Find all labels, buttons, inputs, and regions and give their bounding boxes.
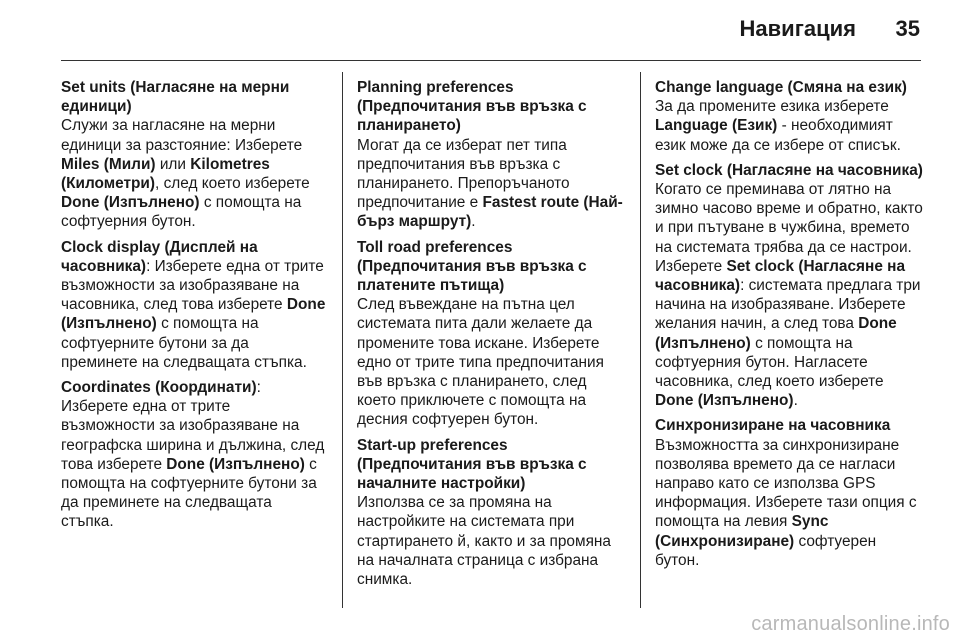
body-text: с помощта на софтуерните бутони за да преминете на следващата стъпка.: [61, 315, 307, 371]
section: [61, 378, 327, 532]
page-header: [0, 0, 960, 60]
emphasis-text: Done (Изпълнено): [166, 455, 305, 473]
emphasis-text: Done (Изпълнено): [655, 392, 794, 410]
section: [357, 238, 623, 430]
body-text: За да промените езика изберете: [655, 98, 889, 116]
body-text: Служи за нагласяне на мерни единици за разстояние: Изберете: [61, 117, 303, 154]
emphasis-text: Kilometres (Километри): [61, 155, 270, 193]
section: [655, 78, 923, 155]
column-divider: [640, 72, 641, 608]
emphasis-text: Set clock (Нагласяне на часовника): [655, 257, 906, 295]
column-1: [61, 78, 327, 538]
section: [61, 78, 327, 232]
section-title: Change language (Смяна на език): [655, 79, 907, 96]
body-text: Възможността за синхронизиране позволява времето да се нагласи направо като се използва GPS информация. Изберете тази опция с помощта на левия: [655, 436, 917, 531]
emphasis-text: Done (Изпълнено): [61, 296, 326, 333]
body-text: Използва се за промяна на настройките на системата при стартирането й, както и за промяна на началната страница с избрана снимка.: [357, 494, 611, 589]
emphasis-text: Sync (Синхронизиране): [655, 513, 829, 550]
section-title: Start-up preferences (Предпочитания във връзка с началните настройки): [357, 436, 587, 493]
body-text: : Изберете една от трите възможности за изобразяване на часовника, след това изберете: [61, 257, 324, 314]
header-rule: [61, 60, 921, 61]
page-title: Навигация: [739, 16, 856, 41]
section-title: Coordinates (Координати): [61, 379, 257, 397]
page-number: 35: [895, 16, 920, 41]
body-text: , след което изберете: [155, 175, 310, 193]
section-title: Set units (Нагласяне на мерни единици): [61, 79, 290, 116]
body-text: Могат да се изберат пет типа предпочитания във връзка с планирането. Препоръчаното предпочитание е: [357, 136, 570, 212]
body-text: с помощта на софтуерния бутон. Нагласете часовника, след което изберете: [655, 334, 884, 391]
emphasis-text: Fastest route (Най-бърз маршрут): [357, 194, 623, 231]
body-text: или: [155, 155, 191, 173]
body-text: Когато се преминава от лятно на зимно часово време и обратно, както и при пътуване в чужбина, времето на системата трябва да се настрои. Изберете: [655, 181, 923, 275]
body-text: - необходимият език може да се избере от списък.: [655, 117, 901, 154]
emphasis-text: Miles (Мили): [61, 155, 156, 173]
section: [61, 238, 327, 372]
section: [655, 416, 923, 570]
section-title: Toll road preferences (Предпочитания във връзка с платените пътища): [357, 238, 587, 295]
emphasis-text: Done (Изпълнено): [61, 194, 200, 212]
column-2: [357, 78, 623, 595]
body-text: софтуерен бутон.: [655, 532, 877, 569]
column-divider: [342, 72, 343, 608]
section-title: Planning preferences (Предпочитания във връзка с планирането): [357, 79, 587, 135]
body-text: с помощта на софтуерния бутон.: [61, 194, 302, 231]
section-title: Set clock (Нагласяне на часовника): [655, 161, 923, 179]
section: [357, 78, 623, 232]
emphasis-text: Done (Изпълнено): [655, 315, 897, 352]
column-3: [655, 78, 923, 576]
body-text: с помощта на софтуерните бутони за да преминете на следващата стъпка.: [61, 455, 317, 531]
section: [357, 436, 623, 590]
body-text: .: [793, 392, 798, 410]
emphasis-text: Language (Език): [655, 117, 778, 135]
body-text: След въвеждане на пътна цел системата пита дали желаете да промените това искане. Изберете едно от трите типа предпочитания във връзка с планирането, след което приключете с помощта на десния софтуерен бутон.: [357, 296, 604, 429]
section-title: Синхронизиране на часовника: [655, 417, 891, 435]
section-title: Clock display (Дисплей на часовника): [61, 238, 258, 275]
body-text: : Изберете една от трите възможности за изобразяване на географска ширина и дължина, след това изберете: [61, 379, 325, 473]
body-text: : системата предлага три начина на изобразяване. Изберете желания начин, а след това: [655, 277, 921, 333]
watermark: carmanualsonline.info: [751, 613, 950, 635]
body-text: .: [471, 213, 476, 231]
section: [655, 161, 923, 411]
